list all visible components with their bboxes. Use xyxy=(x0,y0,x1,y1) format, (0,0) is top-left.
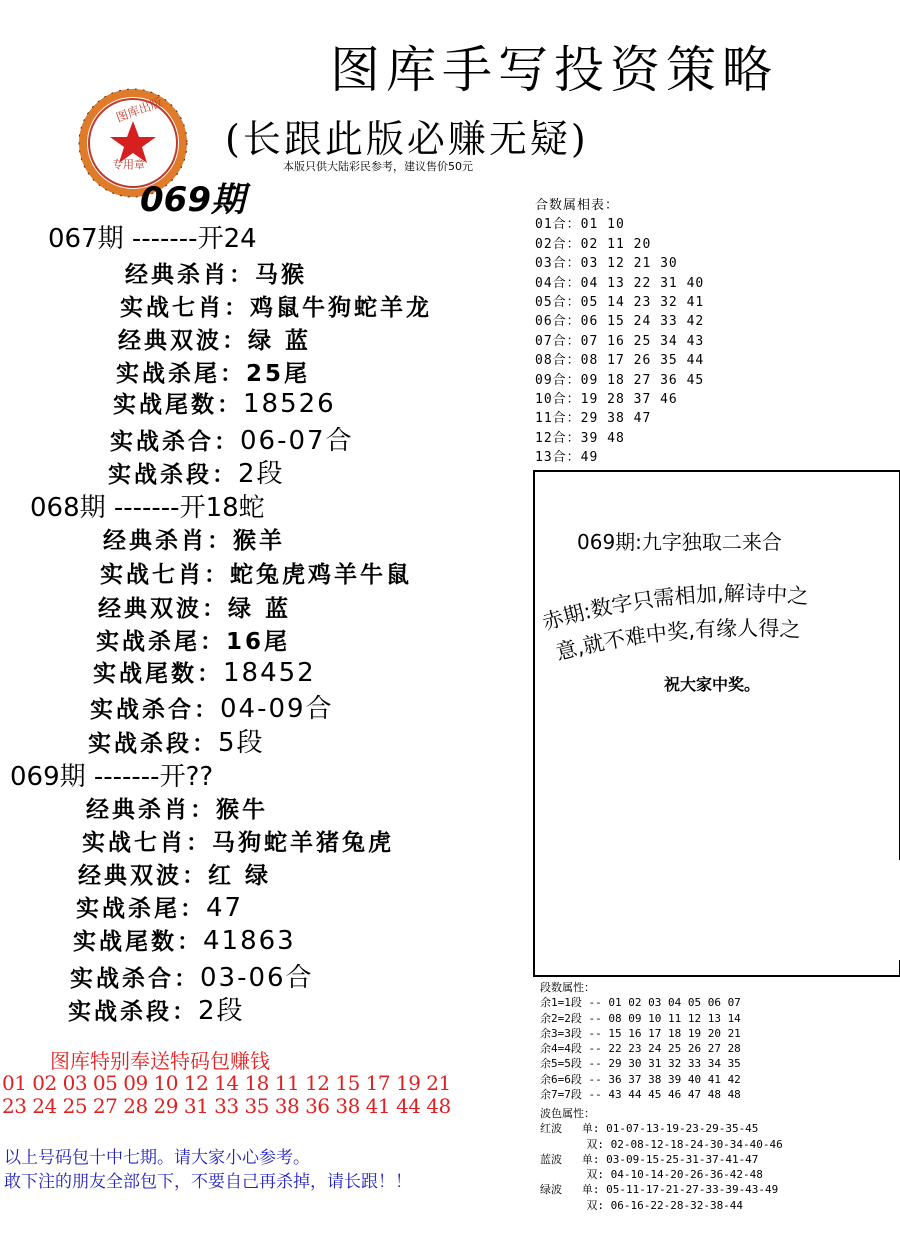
hint-poem xyxy=(540,560,880,670)
segment-title: 段数属性： xyxy=(540,981,595,994)
issue-067-row: 经典杀肖：马猴 xyxy=(125,262,307,288)
issue-069-row: 实战七肖：马狗蛇羊猪兔虎 xyxy=(82,830,394,856)
stamp-bottom-text: 专用章 xyxy=(112,158,145,171)
segment-row: 余2=2段 -- 08 09 10 11 12 13 14 xyxy=(540,1011,741,1025)
issue-069-row: 实战杀合：03-06合 xyxy=(70,963,314,993)
segment-row: 余5=5段 -- 29 30 31 32 33 34 35 xyxy=(540,1057,741,1071)
issue-068-row: 实战杀段：5段 xyxy=(88,728,265,758)
segment-row: 余1=1段 -- 01 02 03 04 05 06 07 xyxy=(540,996,741,1010)
heshu-row: 10合：19 28 37 46 xyxy=(535,391,678,407)
wave-title: 波色属性： xyxy=(540,1107,595,1120)
segment-row: 余3=3段 -- 15 16 17 18 19 20 21 xyxy=(540,1026,741,1040)
issue-069-row: 经典双波：红 绿 xyxy=(78,863,272,889)
special-title: 图库特别奉送特码包赚钱 xyxy=(50,1049,270,1073)
heshu-row: 04合：04 13 22 31 40 xyxy=(535,275,705,291)
wave-row: 双: 06-16-22-28-32-38-44 xyxy=(540,1198,744,1212)
issue-069-row: 经典杀肖：猴牛 xyxy=(86,797,268,823)
wave-row: 双: 02-08-12-18-24-30-34-40-46 xyxy=(540,1137,783,1151)
wave-table xyxy=(540,1106,783,1213)
segment-row: 余7=7段 -- 43 44 45 46 47 48 48 xyxy=(540,1088,741,1102)
heshu-row: 11合：29 38 47 xyxy=(535,411,652,427)
heshu-row: 08合：08 17 26 35 44 xyxy=(535,353,705,369)
stamp-top-text: 图库出版 xyxy=(114,95,165,125)
issue-067-row: 实战七肖：鸡鼠牛狗蛇羊龙 xyxy=(120,295,432,321)
special-numbers-line-1: 01 02 03 05 09 10 12 14 18 11 12 15 17 19 21 xyxy=(2,1071,451,1095)
heshu-row: 09合：09 18 27 36 45 xyxy=(535,372,705,388)
wave-row: 蓝波 单: 03-09-15-25-31-37-41-47 xyxy=(540,1152,759,1166)
issue-067-head: 067期 -------开24 xyxy=(48,224,257,254)
special-numbers-line-2: 23 24 25 27 28 29 31 33 35 38 36 38 41 44 48 xyxy=(2,1094,451,1118)
issue-068-head: 068期 -------开18蛇 xyxy=(30,493,265,523)
poem-line-2: 意,就不难中奖,有缘人得之 xyxy=(553,616,802,665)
issue-067-row: 实战杀尾：25尾 xyxy=(116,361,311,387)
issue-069-row: 实战杀段：2段 xyxy=(68,996,245,1026)
price-note: 本版只供大陆彩民参考，建议售价50元 xyxy=(283,160,473,173)
page-subtitle: (长跟此版必赚无疑) xyxy=(225,117,589,161)
segment-row: 余4=4段 -- 22 23 24 25 26 27 28 xyxy=(540,1042,741,1056)
issue-067-row: 实战杀合：06-07合 xyxy=(110,426,354,456)
issue-068-row: 实战杀合：04-09合 xyxy=(90,694,334,724)
heshu-row: 13合：49 xyxy=(535,450,599,466)
issue-068-row: 经典双波：绿 蓝 xyxy=(98,596,292,622)
poem-line-1: 赤期:数字只需相加,解诗中之 xyxy=(540,581,810,635)
current-issue: 069期 xyxy=(140,180,245,220)
heshu-row: 02合：02 11 20 xyxy=(535,236,652,252)
advice-line-1: 以上号码包十中七期。请大家小心参考。 xyxy=(4,1148,310,1168)
segment-row: 余6=6段 -- 36 37 38 39 40 41 42 xyxy=(540,1072,741,1086)
wave-row: 双: 04-10-14-20-26-36-42-48 xyxy=(540,1168,763,1182)
issue-068-row: 实战尾数：18452 xyxy=(93,658,316,688)
heshu-row: 05合：05 14 23 32 41 xyxy=(535,294,705,310)
heshu-row: 12合：39 48 xyxy=(535,430,625,446)
heshu-row: 01合：01 10 xyxy=(535,217,625,233)
heshu-table xyxy=(535,196,704,467)
heshu-row: 06合：06 15 24 33 42 xyxy=(535,314,705,330)
issue-068-row: 实战七肖：蛇兔虎鸡羊牛鼠 xyxy=(100,562,412,588)
page-title: 图库手写投资策略 xyxy=(330,41,778,99)
issue-069-row: 实战尾数：41863 xyxy=(73,926,296,956)
issue-069-row: 实战杀尾：47 xyxy=(76,893,244,923)
heshu-title: 合数属相表： xyxy=(535,198,620,213)
heshu-row: 07合：07 16 25 34 43 xyxy=(535,333,705,349)
wave-row: 红波 单: 01-07-13-19-23-29-35-45 xyxy=(540,1122,759,1136)
issue-067-row: 实战尾数：18526 xyxy=(113,389,336,419)
issue-069-head: 069期 -------开?? xyxy=(10,762,214,792)
hint-title: 069期:九字独取二来合 xyxy=(577,530,782,554)
issue-067-row: 经典双波：绿 蓝 xyxy=(118,328,312,354)
advice-line-2: 敢下注的朋友全部包下，不要自己再杀掉，请长跟！！ xyxy=(4,1172,412,1192)
wish-text: 祝大家中奖。 xyxy=(664,675,761,694)
wave-row: 绿波 单: 05-11-17-21-27-33-39-43-49 xyxy=(540,1183,779,1197)
issue-068-row: 经典杀肖：猴羊 xyxy=(103,528,285,554)
segment-table xyxy=(540,980,741,1102)
heshu-row: 03合：03 12 21 30 xyxy=(535,256,678,272)
issue-068-row: 实战杀尾：16尾 xyxy=(96,629,291,655)
issue-067-row: 实战杀段：2段 xyxy=(108,459,285,489)
